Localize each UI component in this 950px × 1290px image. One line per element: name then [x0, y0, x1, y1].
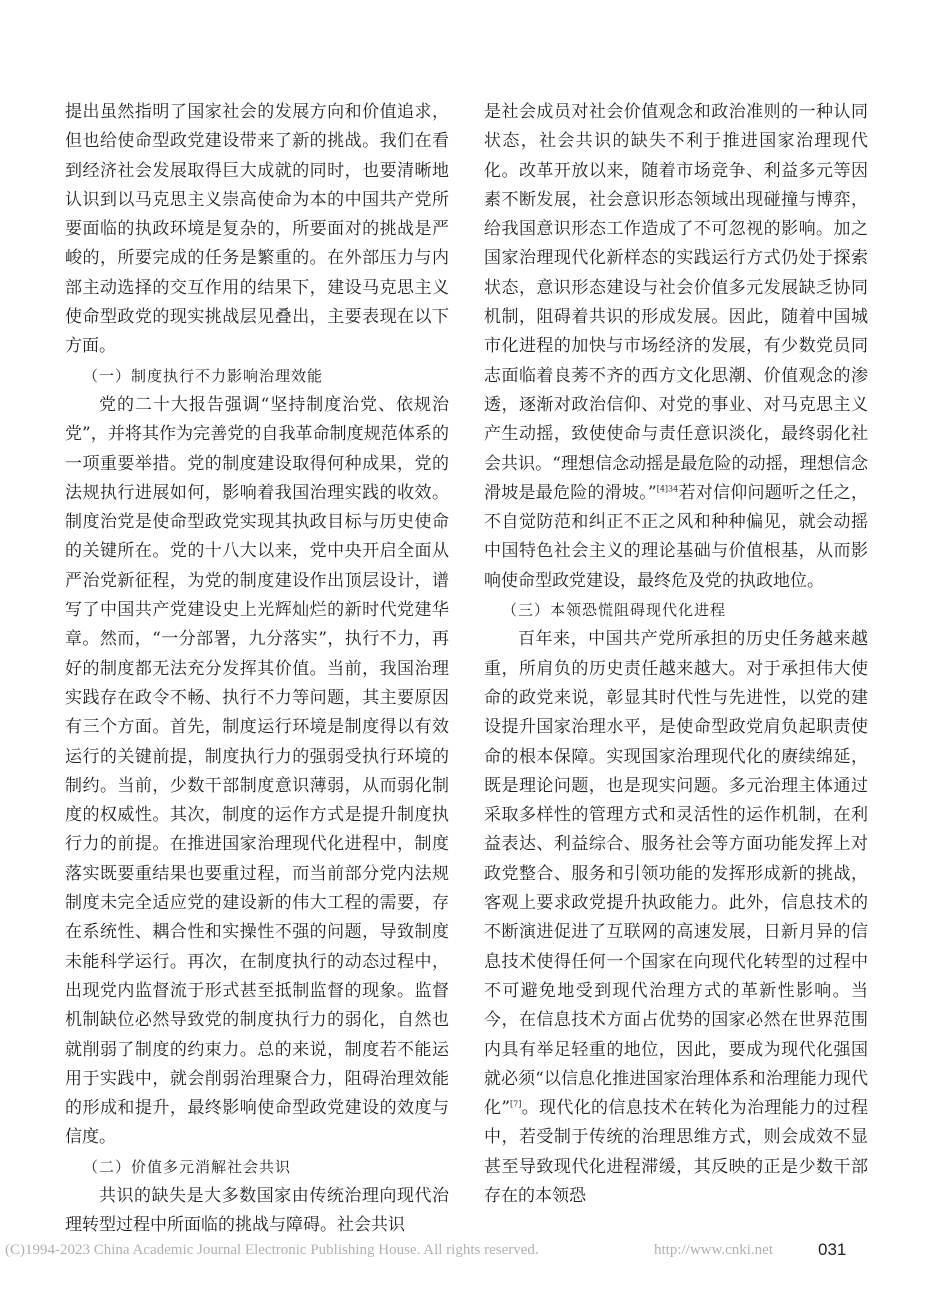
section-2-paragraph: 共识的缺失是大多数国家由传统治理向现代治理转型过程中所面临的挑战与障碍。社会共识: [65, 1185, 449, 1236]
section-1-paragraph: 党的二十大报告强调“坚持制度治党、依规治党”，并将其作为完善党的自我革命制度规范体系的一项重要举措。党的制度建设取得何种成果，党的法规执行进展如何，影响着我国治理实践的收效。制度治党是使命型政党实现其执政目标与历史使命的关键所在。党的十八大以来，党中央开启全面从严治党新征程，为党的制度建设作出顶层设计，谱写了中国共产党建设史上光辉灿烂的新时代党建华章。然而，“一分部署，九分落实”，执行不力，再好的制度都无法充分发挥其价值。当前，我国治理实践存在政令不畅、执行不力等问题，其主要原因有三个方面。首先，制度运行环境是制度得以有效运行的关键前提，制度执行力的强弱受执行环境的制约。当前，少数干部制度意识薄弱，从而弱化制度的权威性。其次，制度的运作方式是提升制度执行力的前提。在推进国家治理现代化进程中，制度落实既要重结果也要重过程，而当前部分党内法规制度未完全适应党的建设新的伟大工程的需要，存在系统性、耦合性和实操性不强的问题，导致制度未能科学运行。再次，在制度执行的动态过程中，出现党内监督流于形式甚至抵制监督的现象。监督机制缺位必然导致党的制度执行力的弱化，自然也就削弱了制度的约束力。总的来说，制度若不能运用于实践中，就会削弱治理聚合力，阻碍治理效能的形成和提升，最终影响使命型政党建设的效度与信度。: [65, 394, 449, 1148]
left-column: [65, 98, 449, 1241]
section-heading-1: （一）制度执行不力影响治理效能: [83, 366, 324, 385]
section-heading-3: （三）本领恐慌阻碍现代化进程: [502, 601, 727, 620]
intro-paragraph: 提出虽然指明了国家社会的发展方向和价值追求，但也给使命型政党建设带来了新的挑战。我们在看到经济社会发展取得巨大成就的同时，也要清晰地认识到以马克思主义崇高使命为本的中国共产党所要面临的执政环境是复杂的，所要面对的挑战是严峻的，所要完成的任务是繁重的。在外部压力与内部主动选择的交互作用的结果下，建设马克思主义使命型政党的现实挑战层见叠出，主要表现在以下方面。: [65, 102, 449, 357]
citation-4: [4]34: [656, 484, 679, 494]
citation-7: [7]: [510, 1099, 522, 1109]
page-number: 031: [818, 1240, 847, 1259]
section-2-text-a: 是社会成员对社会价值观念和政治准则的一种认同状态，社会共识的缺失不利于推进国家治理现代化。改革开放以来，随着市场竞争、利益多元等因素不断发展，社会意识形态领域出现碰撞与博弈，给我国意识形态工作造成了不可忽视的影响。加之国家治理现代化新样态的实践运行方式仍处于探索状态，意识形态建设与社会价值多元发展缺乏协同机制，阻碍着共识的形成发展。因此，随着中国城市化进程的加快与市场经济的发展，有少数党员同志面临着良莠不齐的西方文化思潮、价值观念的渗透，逐渐对政治信仰、对党的事业、对马克思主义产生动摇，致使使命与责任意识淡化，最终弱化社会共识。“理想信念动摇是最危险的动摇，理想信念滑坡是最危险的滑坡。”: [484, 102, 868, 503]
section-2-text-b: 若对信仰问题听之任之，不自觉防范和纠正不正之风和种种偏见，就会动摇中国特色社会主义的理论基础与价值根基，从而影响使命型政党建设，最终危及党的执政地位。: [484, 482, 869, 591]
section-3-paragraph: [484, 625, 868, 1211]
page-footer: [0, 1240, 950, 1264]
cnki-url: http://www.cnki.net: [654, 1242, 774, 1258]
section-3-text-a: 百年来，中国共产党所承担的历史任务越来越重，所肩负的历史责任越来越大。对于承担伟大使命的政党来说，彰显其时代性与先进性，以党的建设提升国家治理水平，是使命型政党肩负起职责使命的根本保障。实现国家治理现代化的赓续绵延，既是理论问题，也是现实问题。多元治理主体通过采取多样性的管理方式和灵活性的运作机制，在利益表达、利益综合、服务社会等方面功能发挥上对政党整合、服务和引领功能的发挥形成新的挑战，客观上要求政党提升执政能力。此外，信息技术的不断演进促进了互联网的高速发展，日新月异的信息技术使得任何一个国家在向现代化转型的过程中不可避免地受到现代治理方式的革新性影响。当今，在信息技术方面占优势的国家必然在世界范围内具有举足轻重的地位，因此，要成为现代化强国就必须“以信息化推进国家治理体系和治理能力现代化”: [484, 629, 868, 1119]
section-heading-2: （二）价值多元消解社会共识: [83, 1157, 292, 1176]
section-2-paragraph-continued: [484, 98, 868, 596]
right-column: [484, 98, 868, 1211]
copyright-notice: (C)1994-2023 China Academic Journal Electronic Publishing House. All rights reserved.: [5, 1242, 539, 1258]
section-3-text-b: 。现代化的信息技术在转化为治理能力的过程中，若受制于传统的治理思维方式，则会成效不显甚至导致现代化进程滞缓，其反映的正是少数干部存在的本领恐: [484, 1098, 868, 1206]
